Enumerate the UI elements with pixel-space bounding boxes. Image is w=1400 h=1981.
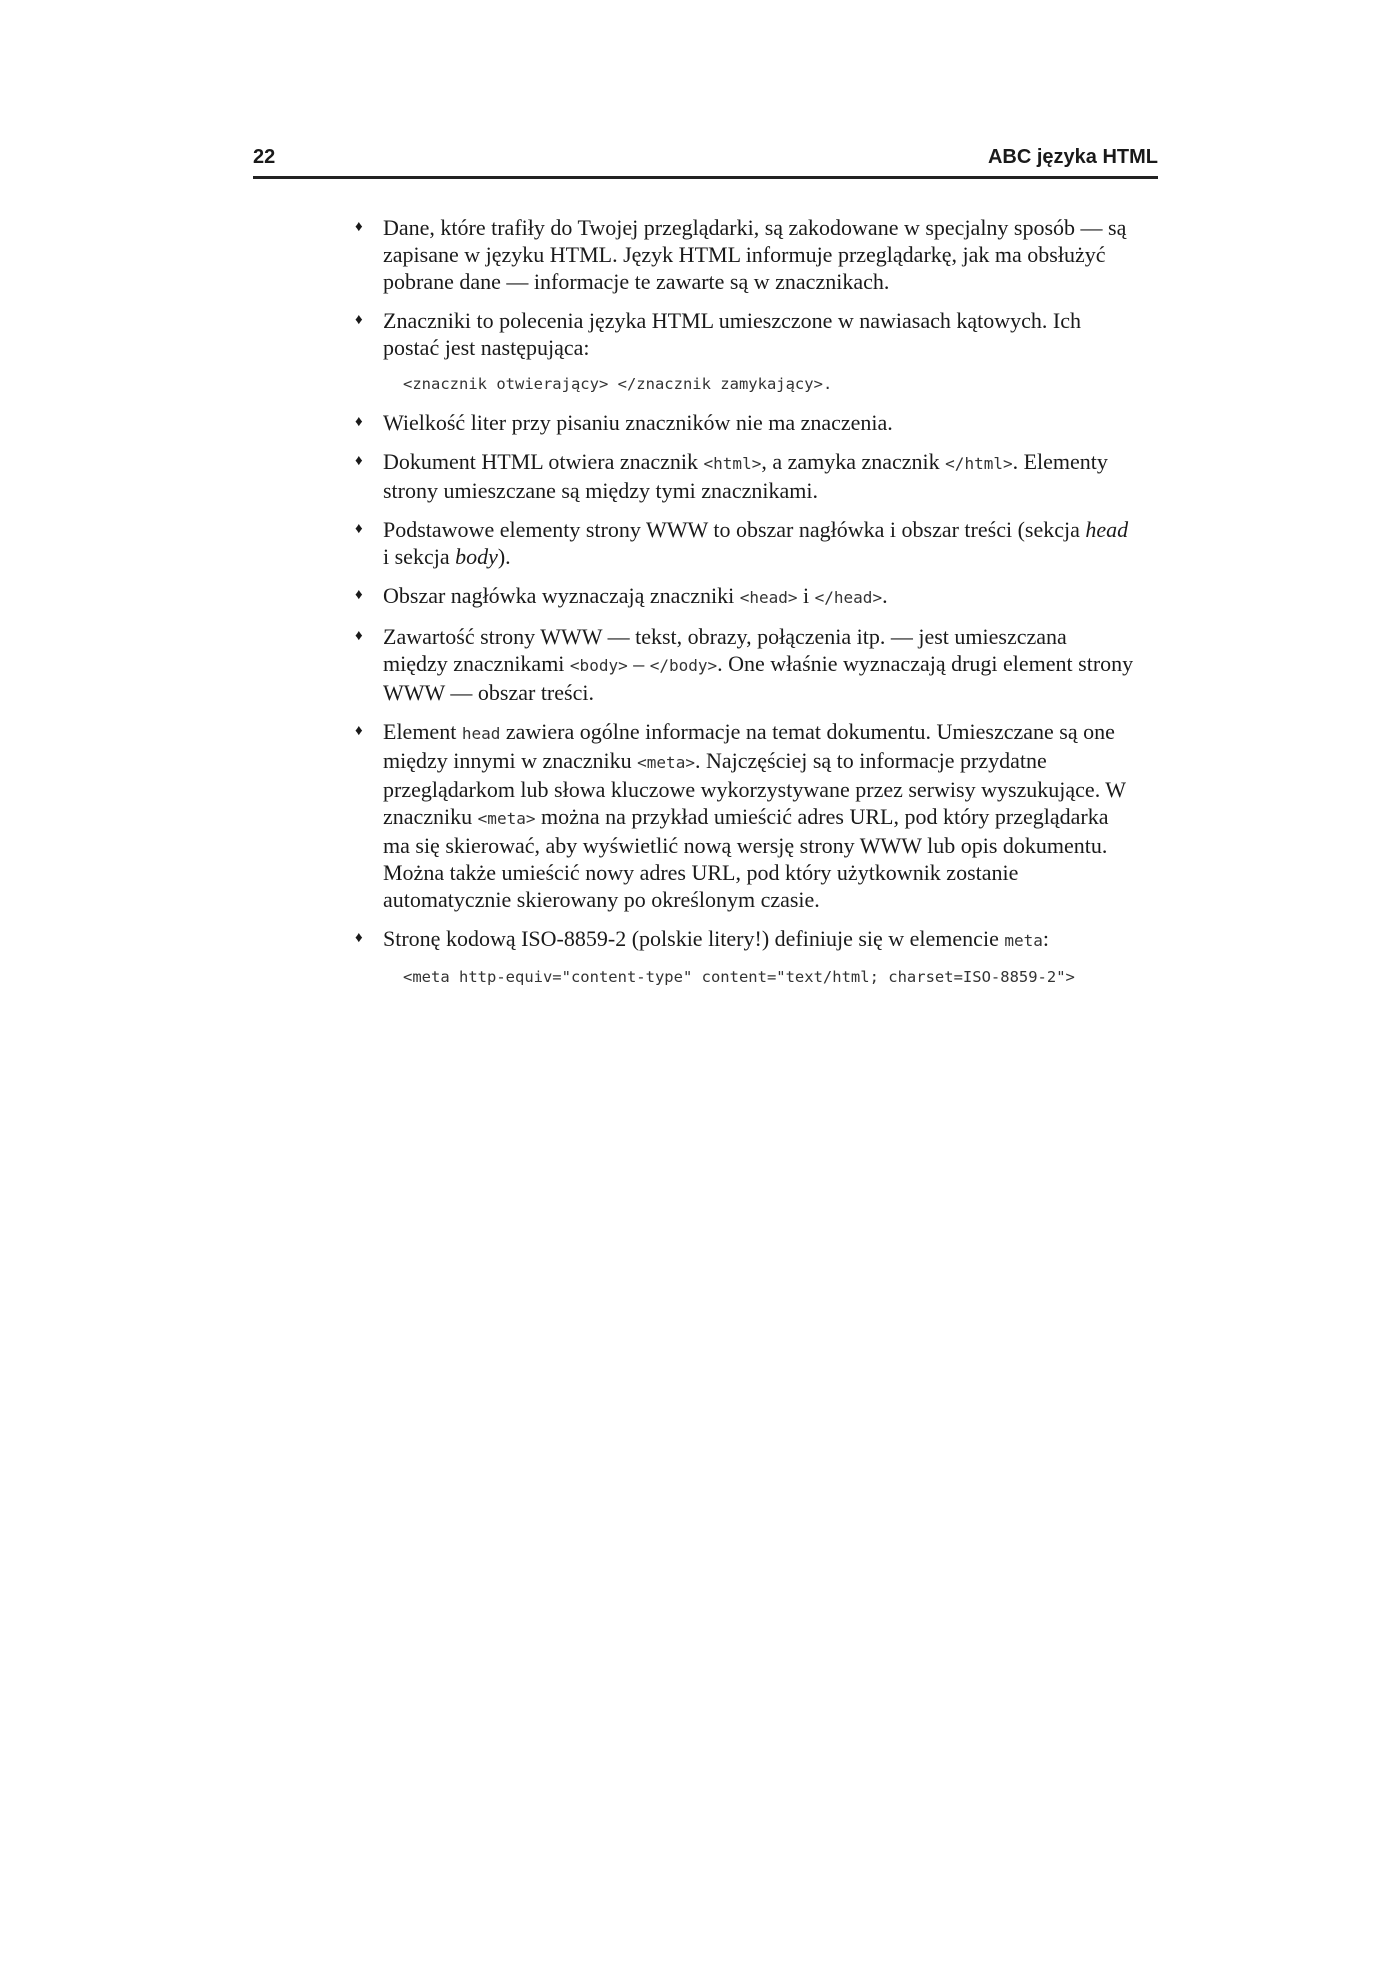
item-text: , a zamyka znacznik (761, 449, 946, 474)
item-text: Element (383, 719, 462, 744)
item-text: można na przykład umieścić adres URL, pod który przeglądarka ma się skierować, aby wyświetlić nową wersję strony WWW lub opis dokumentu. Można także umieścić nowy adres URL, pod który użytkownik zostanie automatycznie skierowany po określonym czasie. (383, 804, 1109, 912)
item-text: : (1042, 926, 1049, 951)
code-snippet: <meta http-equiv="content-type" content="text/html; charset=ISO-8859-2"> (403, 968, 1075, 986)
diamond-bullet-icon: ♦ (355, 312, 363, 328)
item-text: i sekcja (383, 544, 456, 569)
running-title: ABC języka HTML (987, 146, 1158, 168)
bullet-list (355, 214, 1135, 1002)
inline-code: <body> (569, 656, 628, 675)
item-text: ). (497, 544, 511, 569)
inline-code: <meta> (477, 809, 536, 828)
emphasis: head (1085, 517, 1129, 542)
inline-code: </body> (649, 656, 718, 675)
diamond-bullet-icon: ♦ (355, 723, 363, 739)
item-text: i (797, 583, 815, 608)
diamond-bullet-icon: ♦ (355, 219, 363, 235)
diamond-bullet-icon: ♦ (355, 628, 363, 644)
code-example (403, 966, 1135, 988)
list-item (355, 623, 1135, 706)
item-text: . (882, 583, 888, 608)
list-item (355, 448, 1135, 504)
item-text: Wielkość liter przy pisaniu znaczników nie ma znaczenia. (383, 410, 893, 435)
list-item (355, 925, 1135, 954)
item-text: Dane, które trafiły do Twojej przeglądarki, są zakodowane w specjalny sposób — są zapisane w języku HTML. Język HTML informuje przeglądarkę, jak ma obsłużyć pobrane dane — informacje te zawarte są w znacznikach. (383, 215, 1127, 294)
list-item (355, 307, 1135, 361)
item-text: zawiera ogólne informacje na temat dokumentu. Umieszczane są one między innymi w znaczniku (383, 719, 1115, 773)
item-text: – (627, 651, 650, 676)
emphasis: body (455, 544, 498, 569)
code-tail: . (822, 375, 833, 393)
diamond-bullet-icon: ♦ (355, 587, 363, 603)
item-text: Dokument HTML otwiera znacznik (383, 449, 704, 474)
page-number: 22 (253, 146, 276, 168)
diamond-bullet-icon: ♦ (355, 453, 363, 469)
item-text: . Elementy strony umieszczane są między tymi znacznikami. (383, 449, 1108, 503)
diamond-bullet-icon: ♦ (355, 521, 363, 537)
inline-code: meta (1004, 931, 1043, 950)
diamond-bullet-icon: ♦ (355, 414, 363, 430)
list-item (355, 582, 1135, 611)
inline-code: <meta> (637, 753, 695, 772)
inline-code: <html> (703, 454, 762, 473)
inline-code: <head> (739, 588, 798, 607)
item-text: Podstawowe elementy strony WWW to obszar nagłówka i obszar treści (sekcja (383, 517, 1086, 542)
inline-code: </head> (814, 588, 883, 607)
item-text: . Najczęściej są to informacje przydatne przeglądarkom lub słowa kluczowe wykorzystywane przez serwisy wyszukujące. W znaczniku (383, 748, 1126, 829)
list-item (355, 409, 1135, 436)
item-text: Zawartość strony WWW — tekst, obrazy, połączenia itp. — jest umieszczana między znacznikami (383, 624, 1067, 676)
item-text: Znaczniki to polecenia języka HTML umieszczone w nawiasach kątowych. Ich postać jest następująca: (383, 308, 1082, 360)
inline-code: head (461, 724, 501, 743)
list-item (355, 718, 1135, 913)
item-text: Stronę kodową ISO-8859-2 (polskie litery!) definiuje się w elemencie (383, 926, 1005, 951)
page-header (253, 142, 1158, 179)
list-item (355, 516, 1135, 570)
inline-code: </html> (945, 454, 1013, 473)
code-snippet: <znacznik otwierający> </znacznik zamykający> (403, 375, 823, 393)
item-text: . One właśnie wyznaczają drugi element strony WWW — obszar treści. (383, 651, 1134, 705)
item-text: Obszar nagłówka wyznaczają znaczniki (383, 583, 740, 608)
list-item (355, 214, 1135, 295)
diamond-bullet-icon: ♦ (355, 930, 363, 946)
code-example (403, 373, 1135, 395)
